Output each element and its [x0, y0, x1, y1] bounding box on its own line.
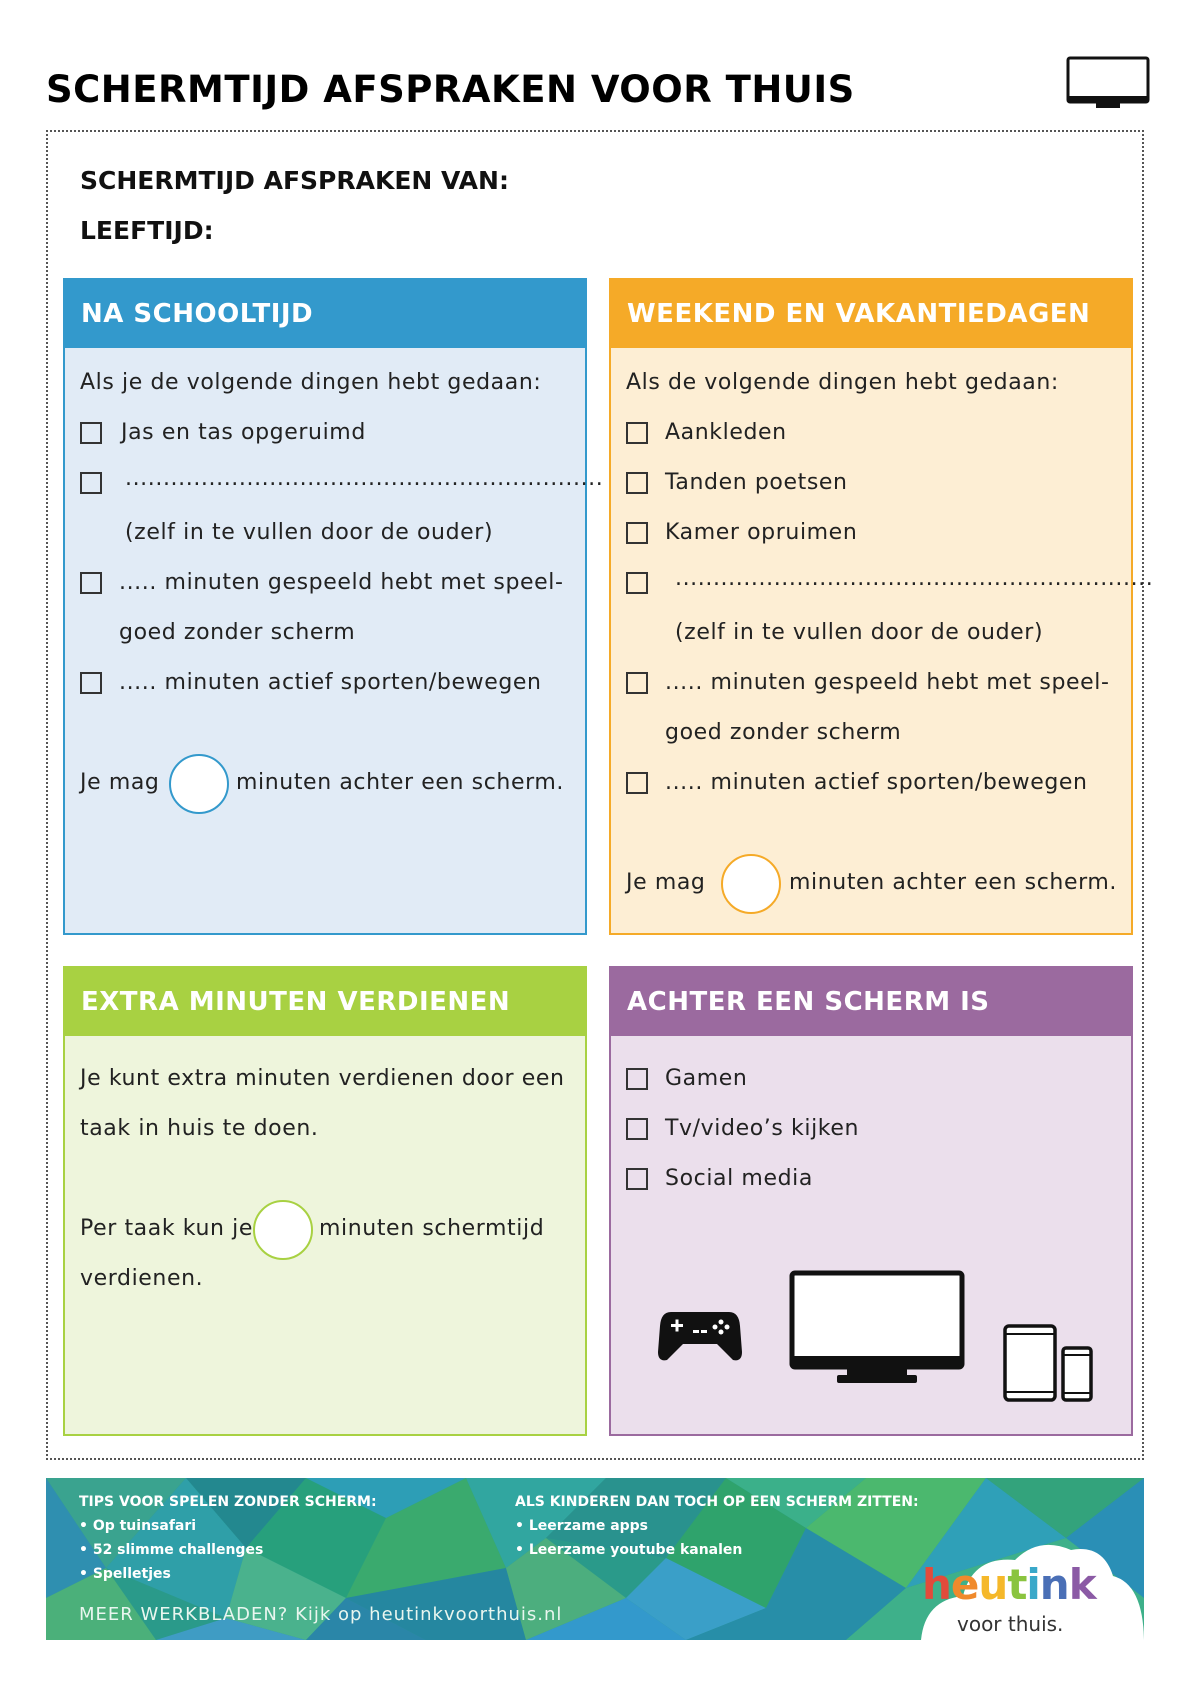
weekend-item-4-blank[interactable]: ...............................................................	[675, 566, 1154, 591]
tablet-phone-icon	[1003, 1324, 1093, 1402]
panel-weekend-header: WEEKEND EN VAKANTIEDAGEN	[611, 280, 1131, 348]
weekend-item-4-hint: (zelf in te vullen door de ouder)	[675, 620, 1044, 645]
weekend-intro: Als de volgende dingen hebt gedaan:	[626, 370, 1059, 395]
weekend-item-2: Tanden poetsen	[665, 470, 848, 495]
screen-item-social: Social media	[665, 1166, 813, 1191]
footer-screen-tip-1[interactable]: • Leerzame apps	[515, 1518, 649, 1534]
school-intro: Als je de volgende dingen hebt gedaan:	[80, 370, 542, 395]
weekend-checkbox-1[interactable]	[626, 422, 648, 444]
name-field-label: SCHERMTIJD AFSPRAKEN VAN:	[80, 166, 509, 195]
school-checkbox-2[interactable]	[80, 472, 102, 494]
weekend-item-6: ..... minuten actief sporten/bewegen	[665, 770, 1088, 795]
weekend-item-1: Aankleden	[665, 420, 787, 445]
footer-tips-heading: TIPS VOOR SPELEN ZONDER SCHERM:	[79, 1494, 377, 1510]
extra-minutes-circle[interactable]	[253, 1200, 313, 1260]
school-item-2-blank[interactable]: ...............................................................	[125, 466, 604, 491]
school-checkbox-4[interactable]	[80, 672, 102, 694]
school-allowance-before: Je mag	[80, 770, 160, 795]
panel-weekend	[609, 278, 1154, 935]
heutink-logo[interactable]: heutink	[922, 1560, 1096, 1609]
weekend-checkbox-3[interactable]	[626, 522, 648, 544]
tv-icon	[1066, 56, 1150, 112]
school-item-3: ..... minuten gespeeld hebt met speel-	[119, 570, 564, 595]
age-field-label: LEEFTIJD:	[80, 216, 214, 245]
screen-item-tv: Tv/video’s kijken	[665, 1116, 860, 1141]
logo-tagline: voor thuis.	[957, 1612, 1064, 1636]
panel-after-school-header: NA SCHOOLTIJD	[65, 280, 585, 348]
footer-tip-3[interactable]: • Spelletjes	[79, 1566, 171, 1582]
extra-per-task-after: minuten schermtijd	[319, 1216, 545, 1241]
extra-per-task-end: verdienen.	[80, 1266, 204, 1291]
footer-more-link[interactable]: MEER WERKBLADEN? Kijk op heutinkvoorthuis.nl	[79, 1604, 563, 1625]
extra-text-line2: taak in huis te doen.	[80, 1116, 319, 1141]
screen-item-gaming: Gamen	[665, 1066, 748, 1091]
weekend-item-5: ..... minuten gespeeld hebt met speel-	[665, 670, 1110, 695]
screen-checkbox-1[interactable]	[626, 1068, 648, 1090]
weekend-checkbox-5[interactable]	[626, 672, 648, 694]
weekend-checkbox-6[interactable]	[626, 772, 648, 794]
panel-extra-minutes	[63, 966, 587, 1436]
footer-screen-tip-2[interactable]: • Leerzame youtube kanalen	[515, 1542, 743, 1558]
weekend-item-3: Kamer opruimen	[665, 520, 858, 545]
school-item-4: ..... minuten actief sporten/bewegen	[119, 670, 542, 695]
television-icon	[789, 1270, 965, 1388]
extra-per-task-before: Per taak kun je	[80, 1216, 253, 1241]
school-allowance-after: minuten achter een scherm.	[236, 770, 564, 795]
footer-screen-heading: ALS KINDEREN DAN TOCH OP EEN SCHERM ZITTEN:	[515, 1494, 919, 1510]
weekend-item-5-cont: goed zonder scherm	[665, 720, 902, 745]
school-item-1: Jas en tas opgeruimd	[121, 420, 366, 445]
panel-extra-minutes-header: EXTRA MINUTEN VERDIENEN	[65, 968, 585, 1036]
weekend-allowance-after: minuten achter een scherm.	[789, 870, 1117, 895]
extra-text-line1: Je kunt extra minuten verdienen door een	[80, 1066, 565, 1091]
page-title: SCHERMTIJD AFSPRAKEN VOOR THUIS	[46, 68, 855, 111]
panel-after-school	[63, 278, 604, 935]
weekend-minutes-circle[interactable]	[721, 854, 781, 914]
weekend-allowance-before: Je mag	[626, 870, 706, 895]
footer-tip-1[interactable]: • Op tuinsafari	[79, 1518, 197, 1534]
screen-checkbox-3[interactable]	[626, 1168, 648, 1190]
screen-checkbox-2[interactable]	[626, 1118, 648, 1140]
panel-screen-types	[609, 966, 1133, 1436]
footer-tip-2[interactable]: • 52 slimme challenges	[79, 1542, 264, 1558]
school-item-3-cont: goed zonder scherm	[119, 620, 356, 645]
school-item-2-hint: (zelf in te vullen door de ouder)	[125, 520, 494, 545]
panel-screen-types-header: ACHTER EEN SCHERM IS	[611, 968, 1131, 1036]
gamepad-icon	[657, 1304, 743, 1364]
school-minutes-circle[interactable]	[169, 754, 229, 814]
school-checkbox-1[interactable]	[80, 422, 102, 444]
weekend-checkbox-4[interactable]	[626, 572, 648, 594]
school-checkbox-3[interactable]	[80, 572, 102, 594]
weekend-checkbox-2[interactable]	[626, 472, 648, 494]
